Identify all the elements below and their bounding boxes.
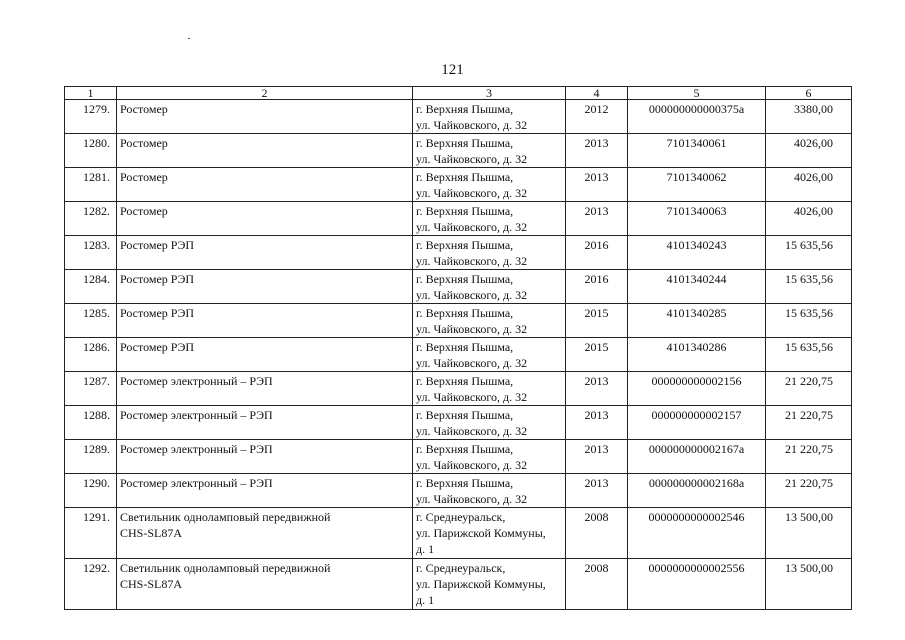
address-street: ул. Чайковского, д. 32 — [416, 288, 528, 302]
address-city: г. Верхняя Пышма, — [416, 272, 514, 286]
item-name: Ростомер электронный – РЭП — [120, 408, 273, 422]
inventory-number-cell: 0000000000002546 — [628, 508, 766, 559]
table-row — [65, 202, 852, 236]
year-cell: 2013 — [566, 406, 628, 440]
header-col-1: 1 — [65, 87, 117, 100]
item-name-cell — [117, 168, 413, 202]
table-body — [65, 100, 852, 610]
address-street: ул. Чайковского, д. 32 — [416, 254, 528, 268]
header-col-3: 3 — [413, 87, 566, 100]
inventory-number-cell: 000000000002157 — [628, 406, 766, 440]
year-cell: 2016 — [566, 270, 628, 304]
address-cell — [413, 372, 566, 406]
scan-speck — [188, 38, 190, 39]
year-cell: 2008 — [566, 508, 628, 559]
year-cell: 2013 — [566, 372, 628, 406]
cost-cell: 4026,00 — [766, 168, 852, 202]
inventory-number-cell: 000000000002167а — [628, 440, 766, 474]
inventory-number-cell: 7101340062 — [628, 168, 766, 202]
row-number: 1280. — [65, 134, 117, 168]
address-cell — [413, 440, 566, 474]
address-city: г. Верхняя Пышма, — [416, 374, 514, 388]
address-cell — [413, 304, 566, 338]
item-name: Светильник однолампoвый передвижной — [120, 510, 331, 524]
inventory-number-cell: 0000000000002556 — [628, 559, 766, 610]
address-city: г. Среднеуральск, — [416, 510, 506, 524]
address-city: г. Верхняя Пышма, — [416, 170, 514, 184]
address-street: ул. Чайковского, д. 32 — [416, 186, 528, 200]
inventory-number-cell: 7101340061 — [628, 134, 766, 168]
address-cell — [413, 474, 566, 508]
address-cell — [413, 168, 566, 202]
item-name: Ростомер РЭП — [120, 306, 195, 320]
inventory-number-cell: 4101340286 — [628, 338, 766, 372]
cost-cell: 13 500,00 — [766, 508, 852, 559]
year-cell: 2013 — [566, 134, 628, 168]
item-name-cell — [117, 474, 413, 508]
cost-cell: 15 635,56 — [766, 338, 852, 372]
address-street: ул. Парижской Коммуны, — [416, 577, 546, 591]
year-cell: 2013 — [566, 440, 628, 474]
address-cell — [413, 338, 566, 372]
item-name-cell — [117, 372, 413, 406]
row-number: 1286. — [65, 338, 117, 372]
table-row — [65, 236, 852, 270]
year-cell: 2015 — [566, 338, 628, 372]
item-name: Ростомер — [120, 136, 168, 150]
address-city: г. Верхняя Пышма, — [416, 136, 514, 150]
item-name-cell — [117, 134, 413, 168]
inventory-table — [64, 86, 852, 610]
address-building: д. 1 — [416, 593, 435, 607]
row-number: 1282. — [65, 202, 117, 236]
address-city: г. Верхняя Пышма, — [416, 204, 514, 218]
item-name: Ростомер — [120, 102, 168, 116]
item-name: Ростомер электронный – РЭП — [120, 476, 273, 490]
cost-cell: 3380,00 — [766, 100, 852, 134]
row-number: 1292. — [65, 559, 117, 610]
table-row — [65, 440, 852, 474]
address-street: ул. Парижской Коммуны, — [416, 526, 546, 540]
address-cell — [413, 270, 566, 304]
year-cell: 2015 — [566, 304, 628, 338]
header-col-2: 2 — [117, 87, 413, 100]
address-cell — [413, 236, 566, 270]
table-row — [65, 338, 852, 372]
table-row — [65, 270, 852, 304]
item-name-cell — [117, 304, 413, 338]
inventory-number-cell: 4101340244 — [628, 270, 766, 304]
page-number: 121 — [441, 62, 464, 78]
inventory-number-cell: 000000000000375а — [628, 100, 766, 134]
cost-cell: 21 220,75 — [766, 474, 852, 508]
item-name: Ростомер электронный – РЭП — [120, 374, 273, 388]
address-city: г. Верхняя Пышма, — [416, 306, 514, 320]
row-number: 1281. — [65, 168, 117, 202]
inventory-number-cell: 000000000002156 — [628, 372, 766, 406]
address-city: г. Верхняя Пышма, — [416, 408, 514, 422]
item-name: Светильник однолампoвый передвижной — [120, 561, 331, 575]
address-street: ул. Чайковского, д. 32 — [416, 492, 528, 506]
header-col-5: 5 — [628, 87, 766, 100]
row-number: 1288. — [65, 406, 117, 440]
item-name: Ростомер РЭП — [120, 272, 195, 286]
item-name-cell — [117, 338, 413, 372]
address-cell — [413, 508, 566, 559]
address-city: г. Верхняя Пышма, — [416, 340, 514, 354]
item-name-cell — [117, 202, 413, 236]
year-cell: 2013 — [566, 168, 628, 202]
table-header-row — [65, 87, 852, 100]
cost-cell: 15 635,56 — [766, 236, 852, 270]
address-city: г. Среднеуральск, — [416, 561, 506, 575]
table-row — [65, 168, 852, 202]
address-city: г. Верхняя Пышма, — [416, 238, 514, 252]
cost-cell: 21 220,75 — [766, 406, 852, 440]
address-city: г. Верхняя Пышма, — [416, 476, 514, 490]
table-row — [65, 406, 852, 440]
table-row — [65, 304, 852, 338]
address-city: г. Верхняя Пышма, — [416, 442, 514, 456]
table-row — [65, 474, 852, 508]
table-row — [65, 372, 852, 406]
address-street: ул. Чайковского, д. 32 — [416, 322, 528, 336]
cost-cell: 13 500,00 — [766, 559, 852, 610]
row-number: 1291. — [65, 508, 117, 559]
inventory-number-cell: 000000000002168а — [628, 474, 766, 508]
item-name: Ростомер РЭП — [120, 340, 195, 354]
item-name-cell — [117, 270, 413, 304]
address-street: ул. Чайковского, д. 32 — [416, 458, 528, 472]
address-building: д. 1 — [416, 542, 435, 556]
row-number: 1289. — [65, 440, 117, 474]
item-name-cell — [117, 100, 413, 134]
address-street: ул. Чайковского, д. 32 — [416, 356, 528, 370]
year-cell: 2013 — [566, 202, 628, 236]
address-city: г. Верхняя Пышма, — [416, 102, 514, 116]
row-number: 1284. — [65, 270, 117, 304]
item-name-cell — [117, 559, 413, 610]
item-name: Ростомер электронный – РЭП — [120, 442, 273, 456]
address-cell — [413, 406, 566, 440]
address-street: ул. Чайковского, д. 32 — [416, 118, 528, 132]
year-cell: 2013 — [566, 474, 628, 508]
cost-cell: 15 635,56 — [766, 270, 852, 304]
address-cell — [413, 559, 566, 610]
address-cell — [413, 134, 566, 168]
row-number: 1287. — [65, 372, 117, 406]
cost-cell: 4026,00 — [766, 202, 852, 236]
row-number: 1283. — [65, 236, 117, 270]
inventory-number-cell: 4101340285 — [628, 304, 766, 338]
cost-cell: 21 220,75 — [766, 440, 852, 474]
cost-cell: 15 635,56 — [766, 304, 852, 338]
item-name: Ростомер — [120, 170, 168, 184]
item-model: CHS-SL87A — [120, 577, 183, 591]
inventory-number-cell: 4101340243 — [628, 236, 766, 270]
inventory-number-cell: 7101340063 — [628, 202, 766, 236]
item-name-cell — [117, 406, 413, 440]
address-street: ул. Чайковского, д. 32 — [416, 220, 528, 234]
address-cell — [413, 202, 566, 236]
table-row — [65, 134, 852, 168]
header-col-6: 6 — [766, 87, 852, 100]
table-row — [65, 559, 852, 610]
item-name-cell — [117, 440, 413, 474]
item-name-cell — [117, 508, 413, 559]
cost-cell: 21 220,75 — [766, 372, 852, 406]
item-name: Ростомер РЭП — [120, 238, 195, 252]
row-number: 1285. — [65, 304, 117, 338]
item-name-cell — [117, 236, 413, 270]
table-row — [65, 508, 852, 559]
item-model: CHS-SL87A — [120, 526, 183, 540]
row-number: 1290. — [65, 474, 117, 508]
address-street: ул. Чайковского, д. 32 — [416, 152, 528, 166]
row-number: 1279. — [65, 100, 117, 134]
item-name: Ростомер — [120, 204, 168, 218]
inventory-table-container — [64, 86, 851, 610]
year-cell: 2012 — [566, 100, 628, 134]
table-row — [65, 100, 852, 134]
year-cell: 2008 — [566, 559, 628, 610]
header-col-4: 4 — [566, 87, 628, 100]
address-street: ул. Чайковского, д. 32 — [416, 390, 528, 404]
cost-cell: 4026,00 — [766, 134, 852, 168]
year-cell: 2016 — [566, 236, 628, 270]
address-cell — [413, 100, 566, 134]
address-street: ул. Чайковского, д. 32 — [416, 424, 528, 438]
